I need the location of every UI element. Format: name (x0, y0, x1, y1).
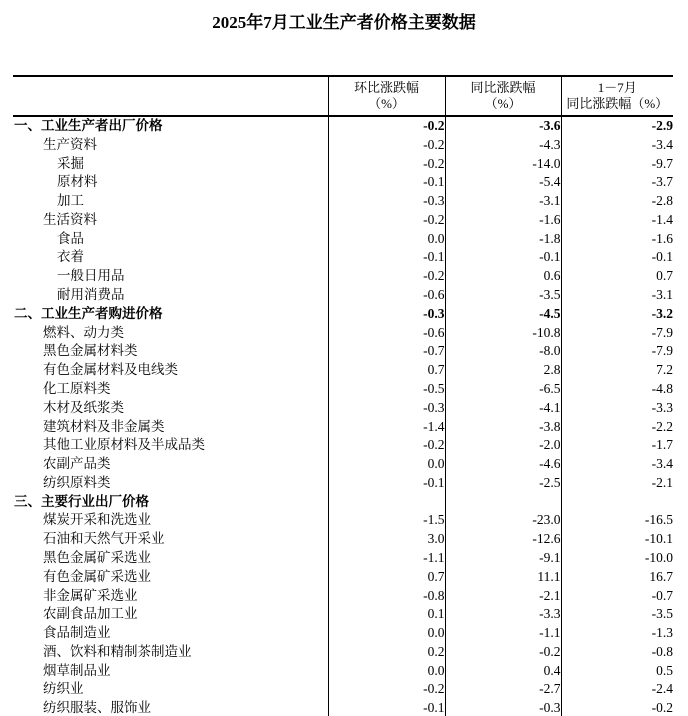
value-mom: -0.2 (328, 267, 445, 286)
row-label: 衣着 (57, 249, 84, 265)
table-row (13, 662, 673, 681)
value-ytd: -3.5 (561, 605, 673, 624)
value-ytd: -1.4 (561, 211, 673, 230)
value-mom: -0.2 (328, 155, 445, 174)
value-yoy: -2.0 (445, 436, 561, 455)
value-mom: -0.7 (328, 342, 445, 361)
value-mom: 0.0 (328, 624, 445, 643)
header-row (13, 76, 673, 116)
value-ytd: -7.9 (561, 342, 673, 361)
value-mom (328, 493, 445, 512)
value-ytd: -2.2 (561, 418, 673, 437)
value-ytd: -3.1 (561, 286, 673, 305)
table-row (13, 173, 673, 192)
value-mom: 0.2 (328, 643, 445, 662)
value-yoy: -8.0 (445, 342, 561, 361)
table-row (13, 530, 673, 549)
table-row (13, 511, 673, 530)
table-row (13, 380, 673, 399)
table-row (13, 155, 673, 174)
value-mom: -0.3 (328, 305, 445, 324)
value-ytd: -1.6 (561, 230, 673, 249)
value-yoy: -4.6 (445, 455, 561, 474)
row-label: 纺织服装、服饰业 (43, 700, 151, 716)
value-mom: 0.1 (328, 605, 445, 624)
table-row (13, 230, 673, 249)
header-ytd-line2: 同比涨跌幅（%） (566, 96, 669, 111)
value-ytd: -0.1 (561, 248, 673, 267)
header-yoy-line2: （%） (484, 96, 522, 111)
value-mom: -0.2 (328, 116, 445, 136)
table-row (13, 568, 673, 587)
row-label: 有色金属矿采选业 (43, 568, 151, 584)
row-label: 非金属矿采选业 (43, 587, 138, 603)
value-ytd: 0.7 (561, 267, 673, 286)
row-label: 建筑材料及非金属类 (43, 418, 165, 434)
value-yoy: -3.8 (445, 418, 561, 437)
value-mom: -0.5 (328, 380, 445, 399)
table-row (13, 418, 673, 437)
value-mom: -0.6 (328, 324, 445, 343)
row-label: 黑色金属矿采选业 (43, 549, 151, 565)
row-label: 煤炭开采和洗选业 (43, 512, 151, 528)
price-table (13, 75, 673, 716)
value-yoy: -6.5 (445, 380, 561, 399)
value-ytd: -2.4 (561, 680, 673, 699)
value-yoy: -4.3 (445, 136, 561, 155)
row-label: 黑色金属材料类 (43, 343, 138, 359)
row-label: 木材及纸浆类 (43, 399, 124, 415)
row-label: 其他工业原材料及半成品类 (43, 437, 205, 453)
value-mom: -0.1 (328, 699, 445, 716)
header-mom-line1: 环比涨跌幅 (353, 80, 419, 95)
row-label: 二、工业生产者购进价格 (14, 305, 163, 321)
value-yoy: -1.1 (445, 624, 561, 643)
value-ytd: -3.7 (561, 173, 673, 192)
table-body (13, 116, 673, 716)
table-row (13, 587, 673, 606)
value-yoy: -1.6 (445, 211, 561, 230)
value-ytd: -2.9 (561, 116, 673, 136)
value-mom: -0.1 (328, 474, 445, 493)
value-ytd: -3.2 (561, 305, 673, 324)
value-ytd (561, 493, 673, 512)
row-label: 农副食品加工业 (43, 606, 138, 622)
value-ytd: -1.3 (561, 624, 673, 643)
row-label: 酒、饮料和精制茶制造业 (43, 643, 192, 659)
value-ytd: -4.8 (561, 380, 673, 399)
value-ytd: 7.2 (561, 361, 673, 380)
value-mom: 0.0 (328, 230, 445, 249)
row-label: 纺织原料类 (43, 474, 111, 490)
value-mom: -0.1 (328, 248, 445, 267)
value-yoy: 0.6 (445, 267, 561, 286)
row-label: 生活资料 (43, 211, 97, 227)
value-yoy: -1.8 (445, 230, 561, 249)
value-ytd: 0.5 (561, 662, 673, 681)
value-ytd: 16.7 (561, 568, 673, 587)
value-yoy: 2.8 (445, 361, 561, 380)
table-row (13, 361, 673, 380)
table-row (13, 136, 673, 155)
table-row (13, 342, 673, 361)
value-ytd: -10.1 (561, 530, 673, 549)
value-yoy: -0.2 (445, 643, 561, 662)
header-cell-ytd (561, 76, 673, 116)
value-yoy: -10.8 (445, 324, 561, 343)
value-yoy: -4.5 (445, 305, 561, 324)
value-yoy: -4.1 (445, 399, 561, 418)
table-row (13, 399, 673, 418)
value-ytd: -2.8 (561, 192, 673, 211)
row-label: 食品制造业 (43, 625, 111, 641)
value-mom: 0.0 (328, 662, 445, 681)
value-ytd: -9.7 (561, 155, 673, 174)
table-row (13, 474, 673, 493)
value-mom: -1.4 (328, 418, 445, 437)
value-mom: -0.1 (328, 173, 445, 192)
table-row (13, 305, 673, 324)
table-row (13, 248, 673, 267)
value-mom: -0.3 (328, 192, 445, 211)
row-label: 原材料 (57, 174, 98, 190)
value-yoy: 0.4 (445, 662, 561, 681)
table-row (13, 605, 673, 624)
value-mom: -0.6 (328, 286, 445, 305)
row-label: 化工原料类 (43, 380, 111, 396)
value-yoy: 11.1 (445, 568, 561, 587)
value-yoy: -3.3 (445, 605, 561, 624)
header-mom-line2: （%） (368, 96, 405, 111)
value-yoy: -3.5 (445, 286, 561, 305)
value-yoy (445, 493, 561, 512)
value-mom: -1.1 (328, 549, 445, 568)
value-yoy: -14.0 (445, 155, 561, 174)
value-ytd: -0.2 (561, 699, 673, 716)
value-yoy: -2.7 (445, 680, 561, 699)
row-label: 三、主要行业出厂价格 (14, 493, 149, 509)
value-ytd: -0.7 (561, 587, 673, 606)
value-yoy: -2.5 (445, 474, 561, 493)
table-row (13, 286, 673, 305)
value-yoy: -9.1 (445, 549, 561, 568)
header-cell-yoy (445, 76, 561, 116)
value-mom: -0.3 (328, 399, 445, 418)
table-row (13, 211, 673, 230)
row-label: 加工 (57, 193, 84, 209)
value-mom: -0.2 (328, 436, 445, 455)
table-row (13, 624, 673, 643)
header-ytd-line1: 1－7月 (597, 80, 637, 95)
value-ytd: -3.4 (561, 136, 673, 155)
row-label: 生产资料 (43, 136, 97, 152)
row-label: 采掘 (57, 155, 84, 171)
table-row (13, 549, 673, 568)
value-mom: -0.2 (328, 211, 445, 230)
value-ytd: -7.9 (561, 324, 673, 343)
page-title: 2025年7月工业生产者价格主要数据 (212, 13, 476, 32)
value-mom: -0.2 (328, 136, 445, 155)
row-label: 耐用消费品 (57, 287, 125, 303)
row-label: 农副产品类 (43, 456, 111, 472)
row-label: 一、工业生产者出厂价格 (14, 118, 163, 133)
value-yoy: -3.6 (445, 116, 561, 136)
value-yoy: -23.0 (445, 511, 561, 530)
row-label: 纺织业 (43, 681, 84, 697)
value-yoy: -0.1 (445, 248, 561, 267)
value-yoy: -5.4 (445, 173, 561, 192)
row-label: 一般日用品 (57, 268, 125, 284)
table-header (13, 76, 673, 116)
table-row (13, 267, 673, 286)
value-ytd: -3.3 (561, 399, 673, 418)
value-yoy: -12.6 (445, 530, 561, 549)
table-row (13, 324, 673, 343)
table-row (13, 493, 673, 512)
value-ytd: -3.4 (561, 455, 673, 474)
value-ytd: -0.8 (561, 643, 673, 662)
value-mom: 3.0 (328, 530, 445, 549)
header-cell-indicator (13, 76, 328, 116)
value-mom: -1.5 (328, 511, 445, 530)
row-label: 有色金属材料及电线类 (43, 362, 178, 378)
value-mom: 0.0 (328, 455, 445, 474)
value-yoy: -2.1 (445, 587, 561, 606)
row-label: 食品 (57, 230, 84, 246)
row-label: 燃料、动力类 (43, 324, 124, 340)
row-label: 烟草制品业 (43, 662, 111, 678)
table-row (13, 192, 673, 211)
table-row (13, 436, 673, 455)
value-ytd: -2.1 (561, 474, 673, 493)
table-row (13, 643, 673, 662)
row-label: 石油和天然气开采业 (43, 531, 165, 547)
value-yoy: -0.3 (445, 699, 561, 716)
value-ytd: -1.7 (561, 436, 673, 455)
value-mom: 0.7 (328, 361, 445, 380)
header-cell-mom (328, 76, 445, 116)
value-mom: 0.7 (328, 568, 445, 587)
table-row (13, 116, 673, 136)
header-yoy-line1: 同比涨跌幅 (470, 80, 536, 95)
value-yoy: -3.1 (445, 192, 561, 211)
value-mom: -0.2 (328, 680, 445, 699)
table-row (13, 680, 673, 699)
value-mom: -0.8 (328, 587, 445, 606)
table-row (13, 455, 673, 474)
value-ytd: -10.0 (561, 549, 673, 568)
table-row (13, 699, 673, 716)
value-ytd: -16.5 (561, 511, 673, 530)
